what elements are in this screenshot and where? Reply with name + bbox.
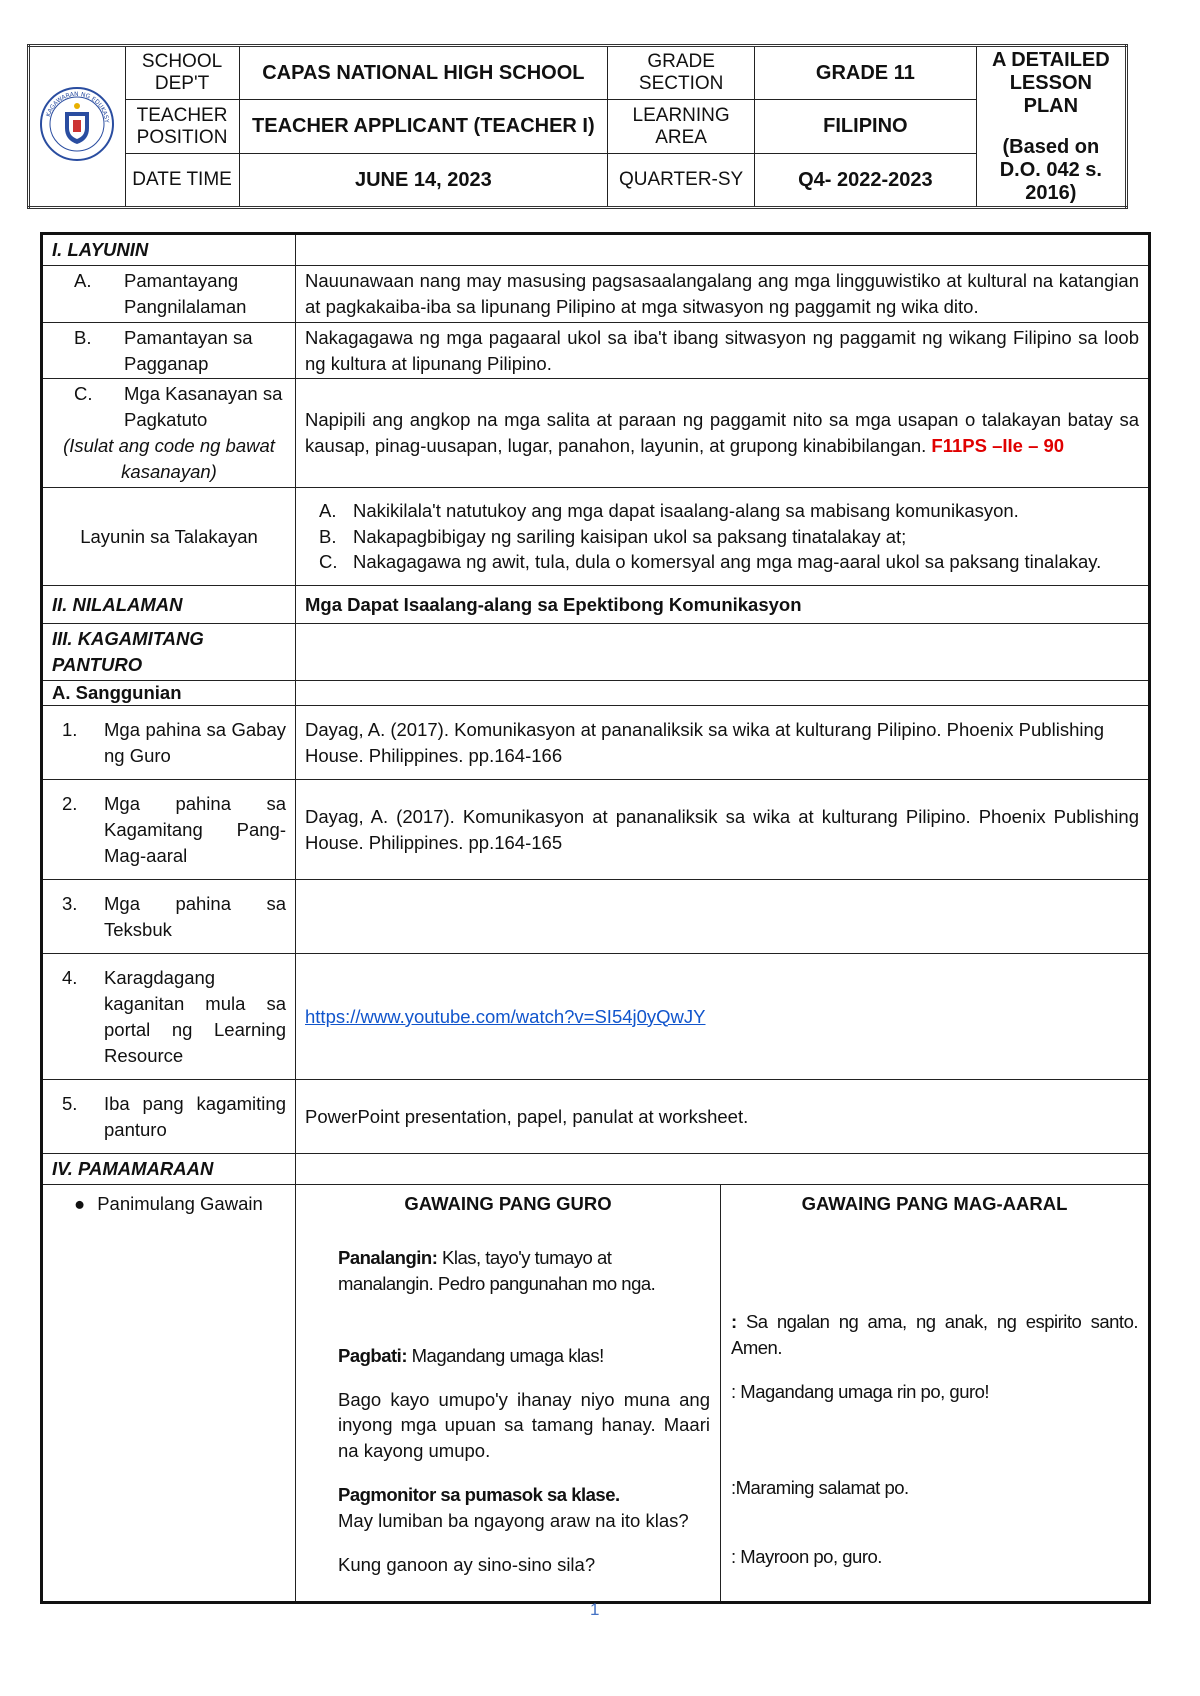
layunin-title: I. LAYUNIN (42, 234, 296, 266)
header-table (27, 44, 1128, 209)
plan-basis: (Based on D.O. 042 s. 2016) (999, 135, 1102, 204)
plan-title-cell (976, 46, 1126, 208)
grade-label: GRADE SECTION (608, 46, 755, 100)
date-value: JUNE 14, 2023 (239, 154, 608, 208)
deped-seal-logo (29, 46, 126, 208)
sanggunian-item-5-text: PowerPoint presentation, papel, panulat at worksheet. (296, 1080, 1150, 1154)
teacher-label: TEACHER POSITION (125, 100, 239, 154)
svg-text:KAGAWARAN NG EDUKASYON: KAGAWARAN NG EDUKASY (45, 90, 111, 123)
gawaing-mag-aaral-cell: GAWAING PANG MAG-AARAL : Sa ngalan ng ama, ng anak, ng espirito santo. Amen. : Magandang umaga rin po, guro! :Maraming salamat po. : Mayroon po, guro. (721, 1185, 1150, 1603)
sanggunian-item-2-label: 2. Mga pahina sa Kagamitang Pang-Mag-aaral (42, 780, 296, 880)
sanggunian-item-4-label: 4. Karagdagang kaganitan mula sa portal ng Learning Resource (42, 954, 296, 1080)
pamantayan-sa-pagganap-text: Nakagagawa ng mga pagaaral ukol sa iba't ibang sitwasyon ng paggamit ng wikang Filipino sa loob ng kultura at lipunang Pilipino. (296, 322, 1150, 379)
quarter-label: QUARTER-SY (608, 154, 755, 208)
youtube-link[interactable]: https://www.youtube.com/watch?v=SI54j0yQwJY (305, 1005, 706, 1027)
school-label: SCHOOL DEP'T (125, 46, 239, 100)
guro-column-header: GAWAING PANG GURO (404, 1193, 612, 1215)
plan-title: A DETAILED LESSON PLAN (991, 48, 1110, 117)
page-number: 1 (590, 1600, 600, 1619)
sanggunian-item-1-label: 1. Mga pahina sa Gabay ng Guro (42, 706, 296, 780)
kasanayan-text: Napipili ang angkop na mga salita at paraan ng paggamit nito sa mga usapan o talakayan batay sa kausap, pinag-uusapan, lugar, panahon, layunin, at grupong kinabibilangan. F11PS –IIe – 90 (296, 379, 1150, 488)
panimulang-gawain-label: ● Panimulang Gawain (42, 1185, 296, 1603)
gawaing-guro-cell: GAWAING PANG GURO Panalangin: Klas, tayo'y tumayo at manalangin. Pedro pangunahan mo nga. Pagbati: Magandang umaga klas! Bago kayo umupo'y ihanay niyo muna ang inyong mga upuan sa tamang hanay. Maari na kayong umupo. Pagmonitor sa pumasok sa klase. May lumiban ba ngayong araw na ito klas? Kung ganoon ay sino-sino sila? (296, 1185, 721, 1603)
quarter-value: Q4- 2022-2023 (755, 154, 977, 208)
kasanayan-note: (Isulat ang code ng bawat kasanayan) (63, 435, 275, 483)
pamantayang-pangnilalaman-label: A. Pamantayang Pangnilalaman (42, 265, 296, 322)
date-label: DATE TIME (125, 154, 239, 208)
pamamaraan-title: IV. PAMAMARAAN (42, 1154, 296, 1185)
area-value: FILIPINO (755, 100, 977, 154)
kasanayan-label: C. Mga Kasanayan sa Pagkatuto (Isulat ang code ng bawat kasanayan) (42, 379, 296, 488)
teacher-value: TEACHER APPLICANT (TEACHER I) (239, 100, 608, 154)
sanggunian-item-1-text: Dayag, A. (2017). Komunikasyon at pananaliksik sa wika at kulturang Pilipino. Phoenix Publishing House. Philippines. pp.164-166 (296, 706, 1150, 780)
list-item: B. Nakapagbibigay ng sariling kaisipan ukol sa paksang tinatalakay at; (319, 525, 907, 547)
sanggunian-label: A. Sanggunian (42, 680, 296, 705)
grade-value: GRADE 11 (755, 46, 977, 100)
kagamitan-title: III. KAGAMITANG PANTURO (42, 624, 296, 681)
pamantayang-pangnilalaman-text: Nauunawaan nang may masusing pagsasaalangalang ang mga lingguwistiko at kultural na katangian at pagkakaiba-iba sa lipunang Pilipino at mga sitwasyon ng paggamit ng wika dito. (296, 265, 1150, 322)
nilalaman-text: Mga Dapat Isaalang-alang sa Epektibong Komunikasyon (296, 586, 1150, 624)
pamantayan-sa-pagganap-label: B. Pamantayan sa Pagganap (42, 322, 296, 379)
layunin-talakayan-list (296, 488, 1150, 586)
sanggunian-item-3-label: 3. Mga pahina sa Teksbuk (42, 880, 296, 954)
sanggunian-item-3-text (296, 880, 1150, 954)
list-item: C. Nakagagawa ng awit, tula, dula o komersyal ang mga mag-aaral ukol sa paksang tinalakay. (319, 551, 1102, 573)
school-value: CAPAS NATIONAL HIGH SCHOOL (239, 46, 608, 100)
lesson-plan-table (40, 232, 1151, 1604)
sanggunian-item-5-label: 5. Iba pang kagamiting panturo (42, 1080, 296, 1154)
layunin-talakayan-label: Layunin sa Talakayan (42, 488, 296, 586)
nilalaman-title: II. NILALAMAN (42, 586, 296, 624)
sanggunian-item-2-text: Dayag, A. (2017). Komunikasyon at pananaliksik sa wika at kulturang Pilipino. Phoenix Publishing House. Philippines. pp.164-165 (296, 780, 1150, 880)
mag-aaral-column-header: GAWAING PANG MAG-AARAL (801, 1193, 1068, 1215)
list-item: A. Nakikilala't natutukoy ang mga dapat isaalang-alang sa mabisang komunikasyon. (319, 499, 1019, 521)
area-label: LEARNING AREA (608, 100, 755, 154)
competency-code: F11PS –IIe – 90 (931, 435, 1065, 457)
